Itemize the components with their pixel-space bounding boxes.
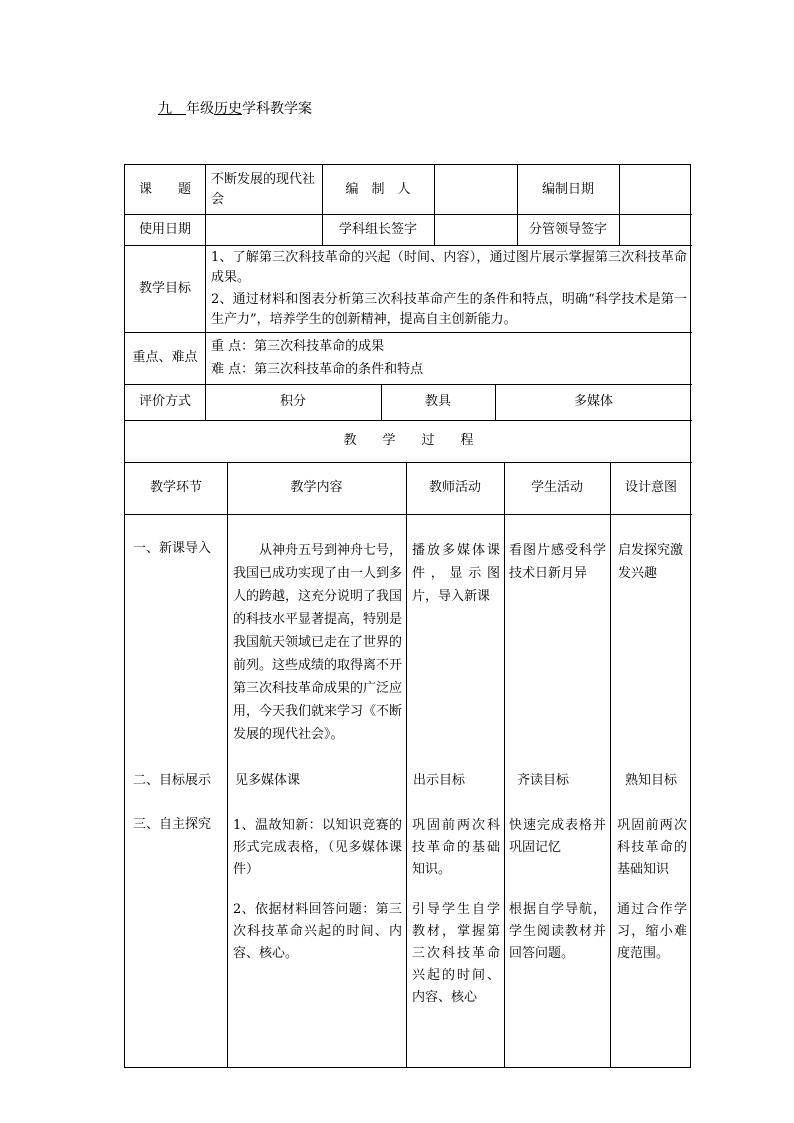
edit-date-value bbox=[619, 165, 692, 214]
keypoints-label: 重点、难点 bbox=[132, 350, 198, 365]
editor-value bbox=[434, 165, 517, 214]
process-title: 教 学 过 程 bbox=[343, 433, 474, 448]
stage-1: 一、新课导入 bbox=[133, 541, 212, 556]
goal-item-2: 2、通过材料和图表分析第三次科技革命产生的条件和特点，明确“科学技术是第一生产力”，培养学生的创新精神，提高自主创新能力。 bbox=[211, 292, 687, 327]
difficult-point: 难 点：第三次科技革命的条件和特点 bbox=[211, 362, 424, 377]
use-date-value bbox=[205, 214, 322, 245]
title-suffix: 学科教学案 bbox=[242, 101, 312, 117]
subject: 历史 bbox=[214, 101, 242, 117]
evaluation-method: 积分 bbox=[279, 394, 306, 409]
topic-value: 不断发展的现代社会 bbox=[211, 172, 316, 207]
admin-sign-value bbox=[619, 214, 692, 245]
content-3-b: 2、依据材料回答问题：第三次科技革命兴起的时间、内容、核心。 bbox=[233, 902, 402, 961]
intent-3-a: 巩固前两次科技革命的基础知识 bbox=[617, 818, 687, 877]
leader-sign-value bbox=[434, 214, 517, 245]
goal-item-1: 1、了解第三次科技革命的兴起（时间、内容），通过图片展示掌握第三次科技革命成果。 bbox=[211, 250, 687, 285]
key-point: 重 点：第三次科技革命的成果 bbox=[211, 339, 385, 354]
teacher-2: 出示目标 bbox=[413, 773, 466, 788]
document-title bbox=[158, 98, 312, 118]
teacher-1: 播放多媒体课件，显示图片，导入新课 bbox=[412, 543, 500, 604]
student-3-b: 根据自学导航，学生阅读教材并回答问题。 bbox=[509, 902, 606, 961]
grade: 九 bbox=[158, 101, 172, 117]
lesson-plan-table bbox=[124, 164, 691, 1068]
student-3-a: 快速完成表格并巩固记忆 bbox=[509, 818, 606, 855]
student-2: 齐读目标 bbox=[517, 773, 570, 788]
header-stage: 教学环节 bbox=[149, 480, 202, 495]
leader-sign-label: 学科组长签字 bbox=[338, 221, 417, 237]
stage-3: 三、自主探究 bbox=[133, 817, 212, 832]
evaluation-label: 评价方式 bbox=[138, 394, 191, 409]
tools-label: 教具 bbox=[424, 394, 451, 409]
content-1: 从神舟五号到神舟七号，我国已成功实现了由一人到多人的跨越，这充分说明了我国的科技水平显著提高，特别是我国航天领域已走在了世界的前列。这些成绩的取得离不开第三次科技革命成果的广泛应用，今天我们就来学习《不断发展的现代社会》。 bbox=[233, 543, 403, 742]
topic-label: 课 题 bbox=[138, 181, 191, 197]
teacher-3-b: 引导学生自学教材，掌握第三次科技革命兴起的时间、内容、核心 bbox=[412, 902, 500, 1005]
intent-1: 启发探究激发兴趣 bbox=[618, 543, 684, 581]
tools-value: 多媒体 bbox=[573, 394, 613, 409]
edit-date-label: 编制日期 bbox=[541, 181, 594, 197]
teacher-3-a: 巩固前两次科技革命的基础知识。 bbox=[412, 818, 500, 877]
header-intent: 设计意图 bbox=[624, 480, 677, 495]
goals-label: 教学目标 bbox=[138, 280, 191, 296]
use-date-label: 使用日期 bbox=[138, 221, 191, 237]
grade-suffix: 年级 bbox=[186, 101, 214, 117]
stage-2: 二、目标展示 bbox=[133, 773, 212, 788]
content-2: 见多媒体课 bbox=[235, 773, 301, 788]
header-content: 教学内容 bbox=[290, 480, 343, 495]
intent-3-b: 通过合作学习，缩小难度范围。 bbox=[617, 902, 687, 961]
intent-2: 熟知目标 bbox=[625, 773, 678, 788]
header-student: 学生活动 bbox=[530, 480, 583, 495]
editor-label: 编 制 人 bbox=[345, 181, 411, 197]
admin-sign-label: 分管领导签字 bbox=[528, 221, 607, 237]
student-1: 看图片感受科学技术日新月异 bbox=[509, 543, 606, 581]
content-3-a: 1、温故知新：以知识竞赛的形式完成表格，（见多媒体课件） bbox=[233, 818, 402, 877]
header-teacher: 教师活动 bbox=[428, 480, 481, 495]
